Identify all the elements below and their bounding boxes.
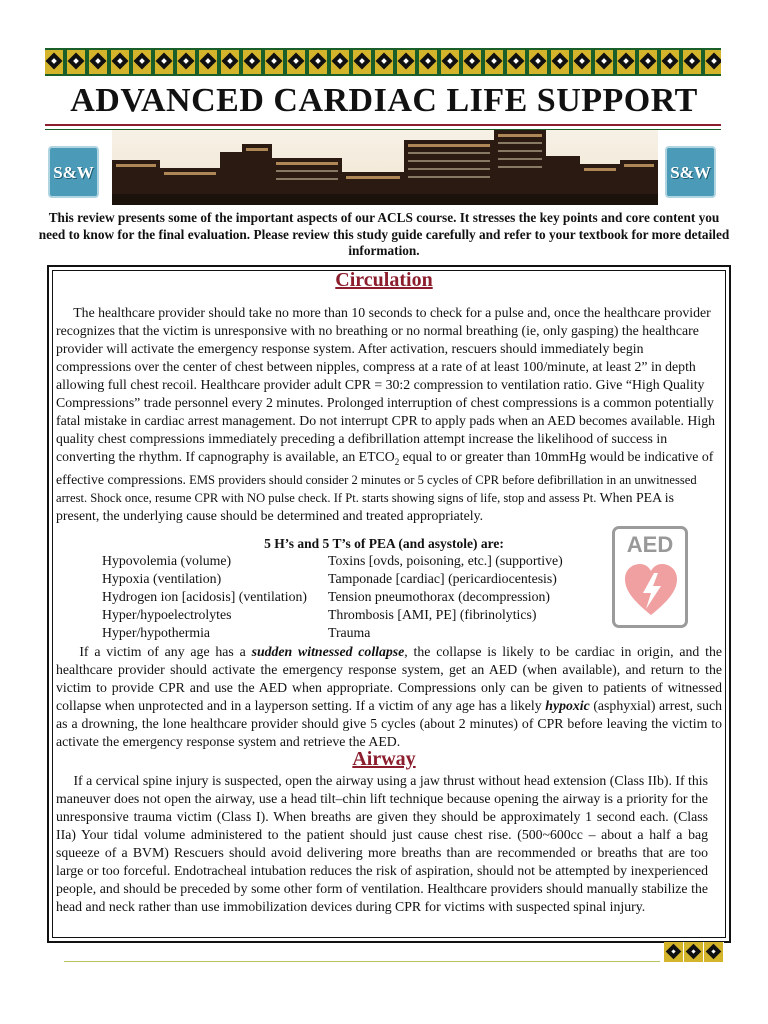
- diamond-ornament: [664, 942, 683, 962]
- diamond-ornament: [595, 50, 613, 74]
- footer-rule: [64, 961, 660, 962]
- airway-heading-text: Airway: [352, 748, 416, 770]
- circulation-p1-subscript: 2: [394, 456, 400, 467]
- decorative-border-bottom: [664, 942, 724, 962]
- intro-text: This review presents some of the important aspects of our ACLS course. It stresses the key points and core content you need to know for the final evaluation. Please review this study guide carefully and refer to your textbook for more detailed information.: [38, 210, 730, 258]
- diamond-ornament: [89, 50, 107, 74]
- t-cause: Tamponade [cardiac] (pericardiocentesis): [328, 571, 557, 586]
- heart-lightning-icon: [623, 561, 679, 619]
- diamond-ornament: [704, 942, 723, 962]
- hs-ts-list: [102, 552, 563, 642]
- list-item: [102, 606, 563, 624]
- list-item: [102, 588, 563, 606]
- circulation-p1-text-b: equal to or greater than 10mmHg would be indicative of effective compressions.: [56, 449, 714, 487]
- t-cause: Tension pneumothorax (decompression): [328, 589, 551, 604]
- list-item: [102, 624, 563, 642]
- h-cause: Hydrogen ion [acidosis] (ventilation): [102, 589, 307, 604]
- diamond-ornament: [573, 50, 591, 74]
- aed-sign: [612, 526, 688, 628]
- diamond-ornament: [155, 50, 173, 74]
- diamond-ornament: [353, 50, 371, 74]
- diamond-ornament: [287, 50, 305, 74]
- circulation-p2-emphasis-2: hypoxic: [545, 698, 590, 713]
- t-cause: Thrombosis [AMI, PE] (fibrinolytics): [328, 607, 537, 622]
- diamond-ornament: [375, 50, 393, 74]
- title-rule-red: [45, 124, 721, 126]
- h-cause: Hypovolemia (volume): [102, 553, 232, 568]
- circulation-heading-text: Circulation: [335, 269, 433, 291]
- page-title: ADVANCED CARDIAC LIFE SUPPORT: [70, 82, 698, 119]
- airway-p1-text: If a cervical spine injury is suspected, open the airway using a jaw thrust without head extension (Class IIb). If this maneuver does not open the airway, use a head tilt–chin lift technique because opening the airway is a priority for the unresponsive trauma victim (Class I). When breaths are given they should be approximately 1 second each. (Class IIa) Your tidal volume administered to the patient should just cause chest rise. (500~600cc – about a half a bag squeeze of a BVM) Rescuers should avoid delivering more breaths than are recommended or breaths that are too large or too forceful. Endotracheal intubation reduces the risk of aspiration, should not be attempted by inexperienced people, and should be preceded by some other form of ventilation. Healthcare providers should manually stabilize the head and neck rather than use immobilization devices during CPR for victims with suspected spinal injury.: [56, 773, 708, 914]
- h-cause: Hypoxia (ventilation): [102, 571, 222, 586]
- h-cause: Hyper/hypothermia: [102, 625, 211, 640]
- list-item: [102, 570, 563, 588]
- h-cause: Hyper/hypoelectrolytes: [102, 607, 232, 622]
- hs-ts-heading: 5 H’s and 5 T’s of PEA (and asystole) are:: [264, 536, 504, 551]
- decorative-border-top: [45, 48, 721, 76]
- hospital-photo: [112, 130, 658, 205]
- diamond-ornament: [485, 50, 503, 74]
- circulation-paragraph-2: [56, 643, 722, 751]
- circulation-p1-text-a: The healthcare provider should take no more than 10 seconds to check for a pulse and, once the healthcare provider recognizes that the victim is unresponsive with no breathing or no normal breathing (ie, only gasping) the healthcare provider will activate the emergency response system. After activation, rescuers should immediately begin compressions over the center of chest between nipples, compress at a rate of at least 100/minute, at least 2” in depth allowing full chest recoil. Healthcare provider adult CPR = 30:2 compression to ventilation ratio. Give “High Quality Compressions” trade personnel every 2 minutes. Prolonged interruption of chest compressions is a common potentially fatal mistake in cardiac arrest management. Do not interrupt CPR to apply pads when an AED becomes available. High quality chest compressions immediately preceding a defibrillation attempt increase the likelihood of success in converting the rhythm. If capnography is available, an ETCO: [56, 305, 715, 464]
- airway-heading: [0, 748, 768, 771]
- diamond-ornament: [661, 50, 679, 74]
- diamond-ornament: [529, 50, 547, 74]
- airway-paragraph: [56, 772, 708, 916]
- t-cause: Toxins [ovds, poisoning, etc.] (supportive): [328, 553, 563, 568]
- diamond-ornament: [309, 50, 327, 74]
- logo-left: [48, 146, 99, 198]
- diamond-ornament: [463, 50, 481, 74]
- circulation-p2-text-a: If a victim of any age has a: [79, 644, 252, 659]
- diamond-ornament: [507, 50, 525, 74]
- diamond-ornament: [111, 50, 129, 74]
- diamond-ornament: [639, 50, 657, 74]
- diamond-ornament: [221, 50, 239, 74]
- diamond-ornament: [243, 50, 261, 74]
- diamond-ornament: [705, 50, 721, 74]
- diamond-ornament: [617, 50, 635, 74]
- circulation-heading: [0, 269, 768, 292]
- diamond-ornament: [441, 50, 459, 74]
- diamond-ornament: [683, 50, 701, 74]
- circulation-p2-emphasis: sudden witnessed collapse: [251, 644, 405, 659]
- t-cause: Trauma: [328, 625, 371, 640]
- circulation-p2-text-b: , the collapse is likely to be cardiac in origin, and the healthcare provider should activate the emergency response system, get an AED (when available), and return to the victim to provide CPR and use the AED when appropriate. Compressions only can be given to patients of witnessed collapse when unprotected and in a layperson setting. If a victim of any age has a likely: [56, 644, 723, 713]
- circulation-p1-text-d: When PEA is present, the underlying cause should be determined and treated appropriately.: [56, 489, 674, 523]
- diamond-ornament: [397, 50, 415, 74]
- diamond-ornament: [45, 50, 63, 74]
- circulation-p1-text-c: EMS providers should consider 2 minutes or 5 cycles of CPR before defibrillation in an unwitnessed arrest. Shock once, resume CPR with NO pulse check. If Pt. starts showing signs of life, stop and assess Pt.: [56, 472, 697, 505]
- diamond-ornament: [67, 50, 85, 74]
- diamond-ornament: [684, 942, 703, 962]
- diamond-ornament: [177, 50, 195, 74]
- diamond-ornament: [331, 50, 349, 74]
- diamond-ornament: [419, 50, 437, 74]
- list-item: [102, 552, 563, 570]
- diamond-ornament: [551, 50, 569, 74]
- diamond-ornament: [265, 50, 283, 74]
- logo-right-text: S&W: [670, 162, 711, 182]
- circulation-paragraph-1: [56, 304, 720, 525]
- logo-left-text: S&W: [53, 162, 94, 182]
- aed-label: AED: [626, 532, 674, 557]
- diamond-ornament: [133, 50, 151, 74]
- circulation-p2-text-c: (asphyxial) arrest, such as a drowning, the lone healthcare provider should give 5 cycles (about 2 minutes) of CPR before leaving the victim to activate the emergency response system and retrieve the AED.: [56, 698, 723, 749]
- diamond-ornament: [199, 50, 217, 74]
- logo-right: [665, 146, 716, 198]
